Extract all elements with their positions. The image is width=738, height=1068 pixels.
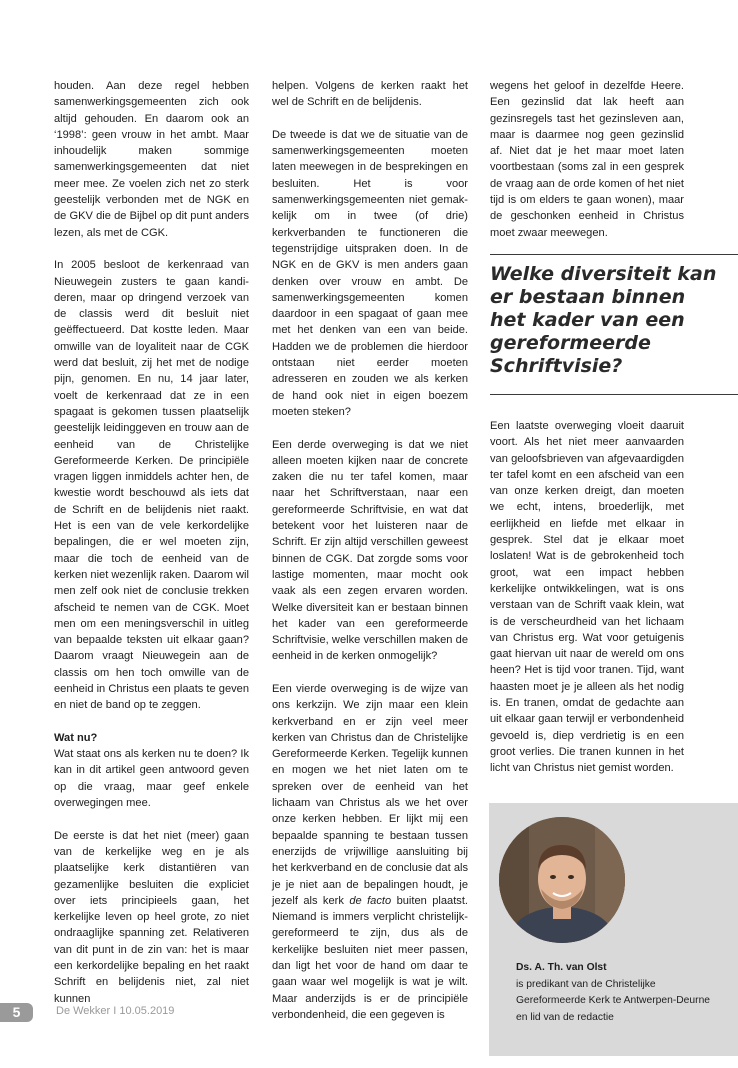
pull-quote <box>490 254 738 395</box>
paragraph: Wat staat ons als kerken nu te doen? Ik kan in dit artikel geen antwoord geven op die vraag, maar geef enkele overwegingen mee. <box>54 748 249 810</box>
article-column-1 <box>54 78 249 1007</box>
publication-info: De Wekker I 10.05.2019 <box>56 1005 175 1017</box>
article-column-2 <box>272 78 468 1023</box>
paragraph: houden. Aan deze regel hebben samenwerkingsgemeenten zich ook altijd gehouden. En daarom ook an ‘1998’: geen vrouw in het ambt. Maar inhoudelijk maken sommige samenwerkingsgemeenten dat niet meer mee. Ze voelen zich net zo sterk geestelijk verbonden met de NGK en de GKV die de Bijbel op dit punt anders lezen, als met de CGK. <box>54 80 249 239</box>
author-portrait-icon <box>499 817 625 943</box>
page-number: 5 <box>0 1003 33 1022</box>
paragraph <box>272 681 468 1023</box>
paragraph: helpen. Volgens de kerken raakt het wel de Schrift en de belijdenis. <box>272 80 468 109</box>
italic-phrase: de facto <box>349 894 392 907</box>
article-column-3-bottom <box>490 418 684 777</box>
author-box <box>489 803 738 1056</box>
paragraph: Een derde overweging is dat we niet alleen moeten kijken naar de concrete zaken die nu ter tafel komen, maar naar het Schriftverstaan, naar een gereformeerde Schriftvisie, en wat dat betekent voor het luisteren naar de Schrift. Er zijn altijd verschillen geweest binnen de CGK. Dat zorgde soms voor lastige momenten, maar mocht ook vaak als een zegen ervaren worden. Welke diversiteit kan er bestaan binnen het kader van een gereformeerde Schriftvisie, welke verschillen maken de eenheid in de kerken onmogelijk? <box>272 438 468 663</box>
author-caption <box>516 960 721 1027</box>
section-subheading: Wat nu? <box>54 731 98 744</box>
page-footer <box>0 1003 260 1023</box>
author-bio: is predikant van de Christelijke Gereformeerde Kerk te Antwerpen-Deurne en lid van de redactie <box>516 978 711 1024</box>
paragraph-text: Een vierde overweging is de wijze van ons kerkzijn. We zijn maar een klein kerkverband en er zijn veel meer kerken van Christus dan de Christelijke Gereformeerde Kerken. Tegelijk kunnen en mogen we het niet laten om te spreken over de eenheid van het lichaam van Christus als we het over onze kerken hebben. Er lijkt mij een bepaalde spanning te bestaan tussen enerzijds de vrijwillige aansluiting bij het kerkverband en de conclusie dat als je je niet aan de bepalingen houdt, je jezelf als kerk <box>272 682 468 907</box>
paragraph: In 2005 besloot de kerkenraad van Nieuwegein zusters te gaan kandideren, maar op dringend verzoek van de classis werd dit besluit niet geëffectueerd. Dat kostte leden. Maar omwille van de loyaliteit naar de CGK werd dat besluit, zij het met de nodige pijn, genomen. En nu, 14 jaar later, voelt de kerkenraad dat ze in een spagaat is gekomen tussen plaatselijk geestelijk leidinggeven en trouw aan de eenheid van de Christelijke Gereformeerde Kerken. De principiële vragen liggen inmiddels achter hen, de kwestie wordt beschouwd als iets dat de Schrift en de belijdenis niet raakt. Het is een van de vele kerkordelijke bepalingen, die er wel moeten zijn, maar die toch de eenheid van de kerken niet wezenlijk raken. Daarom wil men zelf ook niet de conclusie trekken afscheid te nemen van de CGK. Moet men om een meningsverschil in uitleg van bepaalde teksten uit elkaar gaan? Daarom vraagt Nieuwegein aan de classis om hen toch omwille van de eenheid in Christus een plaats te geven en niet de band op te zeggen. <box>54 259 249 712</box>
paragraph: wegens het geloof in dezelfde Heere. Een gezinslid dat lak heeft aan gezinsregels tast het gezinsleven aan, maar is daarmee nog geen gezinslid af. Niet dat je het maar moet laten voortbestaan (soms zal in een gesprek de vraag aan de orde komen of het niet tijd is om elders te gaan wonen), maar de geschonken eenheid in Christus moet zwaar meewegen. <box>490 80 684 239</box>
author-photo <box>499 817 625 943</box>
pull-quote-text: Welke diversiteit kan er bestaan binnen het kader van een gereformeerde Schriftvisie? <box>490 263 717 377</box>
article-column-3-top <box>490 78 684 241</box>
paragraph: De tweede is dat we de situatie van de samenwerkingsgemeenten moeten laten meewegen in de besprekingen en besluiten. Het is voor samenwerkingsgemeenten niet gemakkelijk om in twee (of drie) kerkverbanden te functioneren die tegenstrijdige uitspraken doen. In de NGK en de GKV is men anders gaan denken over vrouw en ambt. De samenwerkingsgemeenten komen daardoor in een spagaat of gaan mee met het denken van een van beide. Hadden we de problemen die hierdoor ontstaan niet eerder moeten adresseren en zouden we als kerken de hand ook niet in eigen boezem moeten steken? <box>272 128 468 418</box>
paragraph: De eerste is dat het niet (meer) gaan van de kerkelijke weg en je als plaatselijke kerk distantiëren van gezamenlijke besluiten die expliciet over iets principieels gaan, het kerkelijke leven op heel grote, zo niet ondraaglijke spanning zet. Relativeren van dit punt in de zin van: het is maar een kerkordelijke bepaling en het raakt Schrift en belijdenis niet, zal niet kunnen <box>54 829 249 1005</box>
paragraph: Een laatste overweging vloeit daaruit voort. Als het niet meer aanvaarden van geloofsbrieven van afgevaardigden ter tafel komt en een afscheid van een van onze kerken dreigt, dan moeten we echt, intens, broederlijk, met eerlijkheid en liefde met elkaar in gesprek. Stel dat je elkaar moet loslaten! Wat is de gebrokenheid toch groot, wat een impact hebben kerkelijke ontwikkelingen, wat is ons verstaan van de Schrift vaak klein, wat is de verscheurdheid van het lichaam van Christus erg. Wat voor getuigenis gaat hiervan uit naar de wereld om ons heen? Het is tijd voor tranen. Tijd, want haasten moet je je alleen als het nodig is. En tranen, omdat de gedachte aan uit elkaar gaan terwijl er verbondenheid gevoeld is, diep verdrietig is en een groot verlies. Die tranen kunnen in het licht van Christus niet gemist worden. <box>490 420 684 775</box>
author-name: Ds. A. Th. van Olst <box>516 962 607 973</box>
paragraph-text: buiten plaatst. Niemand is immers verplicht christelijk-gereformeerd te zijn, dus als de kerkelijke besluiten niet meer passen, dan ligt het voor de hand om daar te gaan waar wel mogelijk is wat je wilt. Maar anderzijds is er de principiële verbondenheid, die een gegeven is <box>272 894 468 1021</box>
